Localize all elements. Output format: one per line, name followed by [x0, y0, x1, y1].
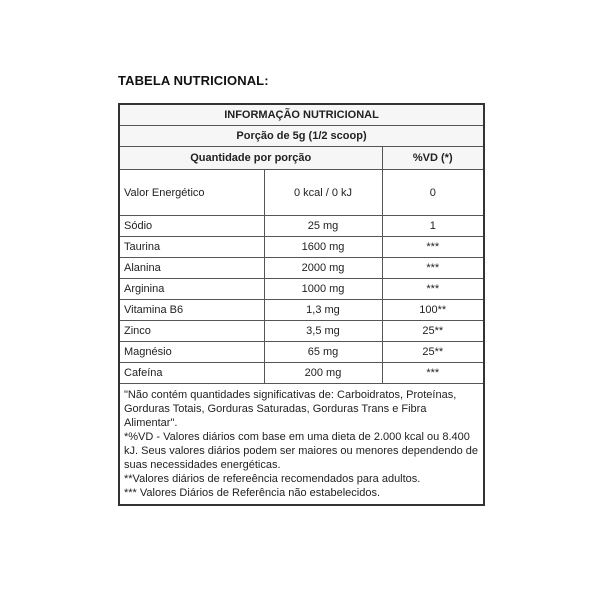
table-row — [119, 258, 484, 279]
nutrient-name: Vitamina B6 — [119, 300, 264, 321]
footnote-daily-values: *%VD - Valores diários com base em uma dieta de 2.000 kcal ou 8.400 kJ. Seus valores diários podem ser maiores ou menores dependendo de suas necessidades energéticas. — [124, 431, 479, 471]
nutrient-vd: *** — [382, 258, 484, 279]
nutrient-vd: *** — [382, 279, 484, 300]
nutrient-amount: 1600 mg — [264, 237, 382, 258]
nutrient-vd: 100** — [382, 300, 484, 321]
nutrient-amount: 25 mg — [264, 216, 382, 237]
table-row — [119, 170, 484, 216]
nutrition-table — [118, 103, 485, 506]
nutrient-amount: 1000 mg — [264, 279, 382, 300]
nutrient-vd: 1 — [382, 216, 484, 237]
footnote-not-significant: "Não contém quantidades significativas de: Carboidratos, Proteínas, Gorduras Totais, Gorduras Saturadas, Gorduras Trans e Fibra Alimentar". — [124, 389, 457, 429]
table-row — [119, 342, 484, 363]
nutrient-amount: 200 mg — [264, 363, 382, 384]
nutrient-name: Zinco — [119, 321, 264, 342]
nutrient-vd: *** — [382, 363, 484, 384]
nutrient-name: Arginina — [119, 279, 264, 300]
table-row — [119, 321, 484, 342]
nutrient-amount: 2000 mg — [264, 258, 382, 279]
table-row — [119, 363, 484, 384]
nutrient-amount: 3,5 mg — [264, 321, 382, 342]
nutrient-name: Magnésio — [119, 342, 264, 363]
nutrient-amount: 65 mg — [264, 342, 382, 363]
page-title: TABELA NUTRICIONAL: — [118, 73, 269, 88]
table-row — [119, 216, 484, 237]
nutrient-name: Valor Energético — [119, 170, 264, 216]
footnote-not-established: *** Valores Diários de Referência não estabelecidos. — [124, 487, 380, 499]
footnotes — [119, 384, 484, 506]
nutrient-name: Alanina — [119, 258, 264, 279]
table-heading: INFORMAÇÃO NUTRICIONAL — [119, 104, 484, 126]
table-row — [119, 237, 484, 258]
nutrient-vd: 25** — [382, 321, 484, 342]
nutrient-amount: 0 kcal / 0 kJ — [264, 170, 382, 216]
footnote-reference-adults: **Valores diários de refereência recomendados para adultos. — [124, 473, 421, 485]
nutrient-vd: 0 — [382, 170, 484, 216]
table-row — [119, 279, 484, 300]
column-header-vd: %VD (*) — [382, 147, 484, 170]
nutrient-vd: *** — [382, 237, 484, 258]
table-row — [119, 300, 484, 321]
nutrient-name: Cafeína — [119, 363, 264, 384]
column-header-quantity: Quantidade por porção — [119, 147, 382, 170]
serving-size: Porção de 5g (1/2 scoop) — [119, 126, 484, 147]
nutrient-name: Sódio — [119, 216, 264, 237]
nutrient-vd: 25** — [382, 342, 484, 363]
nutrient-name: Taurina — [119, 237, 264, 258]
nutrient-amount: 1,3 mg — [264, 300, 382, 321]
